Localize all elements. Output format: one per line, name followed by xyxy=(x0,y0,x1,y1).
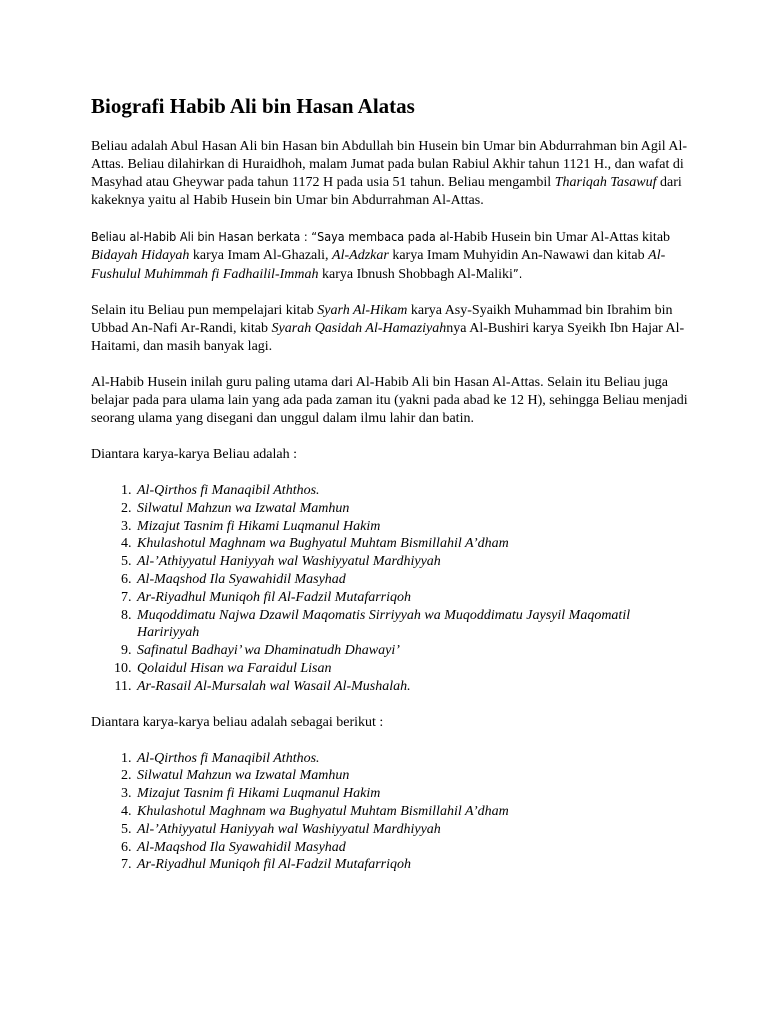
works-list-1 xyxy=(91,482,691,696)
list-item: 6. Al-Maqshod Ila Syawahidil Masyhad xyxy=(135,571,691,589)
text-run: Beliau al-Habib Ali bin Hasan berkata : “Saya membaca pada al- xyxy=(91,229,454,244)
paragraph-studies xyxy=(91,302,691,356)
text-run: Habib Husein bin Umar Al-Attas kitab xyxy=(453,230,671,245)
italic-run: Syarah Qasidah Al-Hamaziyah xyxy=(271,321,447,336)
text-run: Selain itu Beliau pun mempelajari kitab xyxy=(91,303,318,318)
list-item: 11. Ar-Rasail Al-Mursalah wal Wasail Al-Mushalah. xyxy=(135,678,691,696)
italic-run: Thariqah Tasawuf xyxy=(554,175,657,190)
list-item: 9. Safinatul Badhayi’ wa Dhaminatudh Dhawayi’ xyxy=(135,642,691,660)
italic-run: Al-Fushulul Muhimmah fi Fadhailil-Immah xyxy=(91,248,666,282)
list-item: 2. Silwatul Mahzun wa Izwatal Mamhun xyxy=(135,500,691,518)
text-run: karya Asy-Syaikh Muhammad bin Ibrahim bin Ubbad An-Nafi Ar-Randi, kitab xyxy=(91,303,673,336)
list-item: 1. Al-Qirthos fi Manaqibil Aththos. xyxy=(135,482,691,500)
list-item: 2. Silwatul Mahzun wa Izwatal Mamhun xyxy=(135,767,691,785)
works-list-2 xyxy=(91,750,691,875)
list-item: 10. Qolaidul Hisan wa Faraidul Lisan xyxy=(135,660,691,678)
list-item: 3. Mizajut Tasnim fi Hikami Luqmanul Hakim xyxy=(135,518,691,536)
list-item: 1. Al-Qirthos fi Manaqibil Aththos. xyxy=(135,750,691,768)
paragraph-intro xyxy=(91,138,691,210)
italic-run: Al-Adzkar xyxy=(332,248,389,263)
italic-run: Syarh Al-Hikam xyxy=(317,303,408,318)
paragraph-quote xyxy=(91,228,691,284)
list-item: 5. Al-’Athiyyatul Haniyyah wal Washiyyatul Mardhiyyah xyxy=(135,553,691,571)
italic-run: Bidayah Hidayah xyxy=(91,248,190,263)
paragraph-teacher: Al-Habib Husein inilah guru paling utama dari Al-Habib Ali bin Hasan Al-Attas. Selain itu Beliau juga belajar pada para ulama lain yang ada pada zaman itu (yakni pada abad ke 12 H), sehingga Beliau menjadi seorang ulama yang disegani dan unggul dalam ilmu lahir dan batin. xyxy=(91,375,688,426)
list-item: 4. Khulashotul Maghnam wa Bughyatul Muhtam Bismillahil A’dham xyxy=(135,803,691,821)
list-intro-1: Diantara karya-karya Beliau adalah : xyxy=(91,447,298,462)
list-item: 4. Khulashotul Maghnam wa Bughyatul Muhtam Bismillahil A’dham xyxy=(135,535,691,553)
list-item: 6. Al-Maqshod Ila Syawahidil Masyhad xyxy=(135,839,691,857)
list-item: 3. Mizajut Tasnim fi Hikami Luqmanul Hakim xyxy=(135,785,691,803)
text-run: nya Al-Bushiri karya Syeikh Ibn Hajar Al-Haitami, dan masih banyak lagi. xyxy=(91,321,685,354)
text-run: ”. xyxy=(512,266,523,281)
list-item: 7. Ar-Riyadhul Muniqoh fil Al-Fadzil Mutafarriqoh xyxy=(135,589,691,607)
text-run: karya Imam Al-Ghazali, xyxy=(189,248,333,263)
text-run: karya Ibnush Shobbagh Al-Maliki xyxy=(318,267,513,282)
text-run: karya Imam Muhyidin An-Nawawi dan kitab xyxy=(388,248,649,263)
list-item: 8. Muqoddimatu Najwa Dzawil Maqomatis Sirriyyah wa Muqoddimatu Jaysyil Maqomatil Haririyyah xyxy=(135,607,691,643)
list-item: 7. Ar-Riyadhul Muniqoh fil Al-Fadzil Mutafarriqoh xyxy=(135,856,691,874)
document-page xyxy=(91,94,691,892)
list-item: 5. Al-’Athiyyatul Haniyyah wal Washiyyatul Mardhiyyah xyxy=(135,821,691,839)
text-run: dari kakeknya yaitu al Habib Husein bin Umar bin Abdurrahman Al-Attas. xyxy=(91,175,682,208)
list-intro-2: Diantara karya-karya beliau adalah sebagai berikut : xyxy=(91,714,384,730)
text-run: Beliau adalah Abul Hasan Ali bin Hasan bin Abdullah bin Husein bin Umar bin Abdurrahman bin Agil Al-Attas. Beliau dilahirkan di Huraidhoh, malam Jumat pada bulan Rabiul Akhir tahun 1121 H., dan wafat di Masyhad atau Gheywar pada tahun 1172 H pada usia 51 tahun. Beliau mengambil xyxy=(91,139,688,190)
page-title: Biografi Habib Ali bin Hasan Alatas xyxy=(91,94,415,118)
